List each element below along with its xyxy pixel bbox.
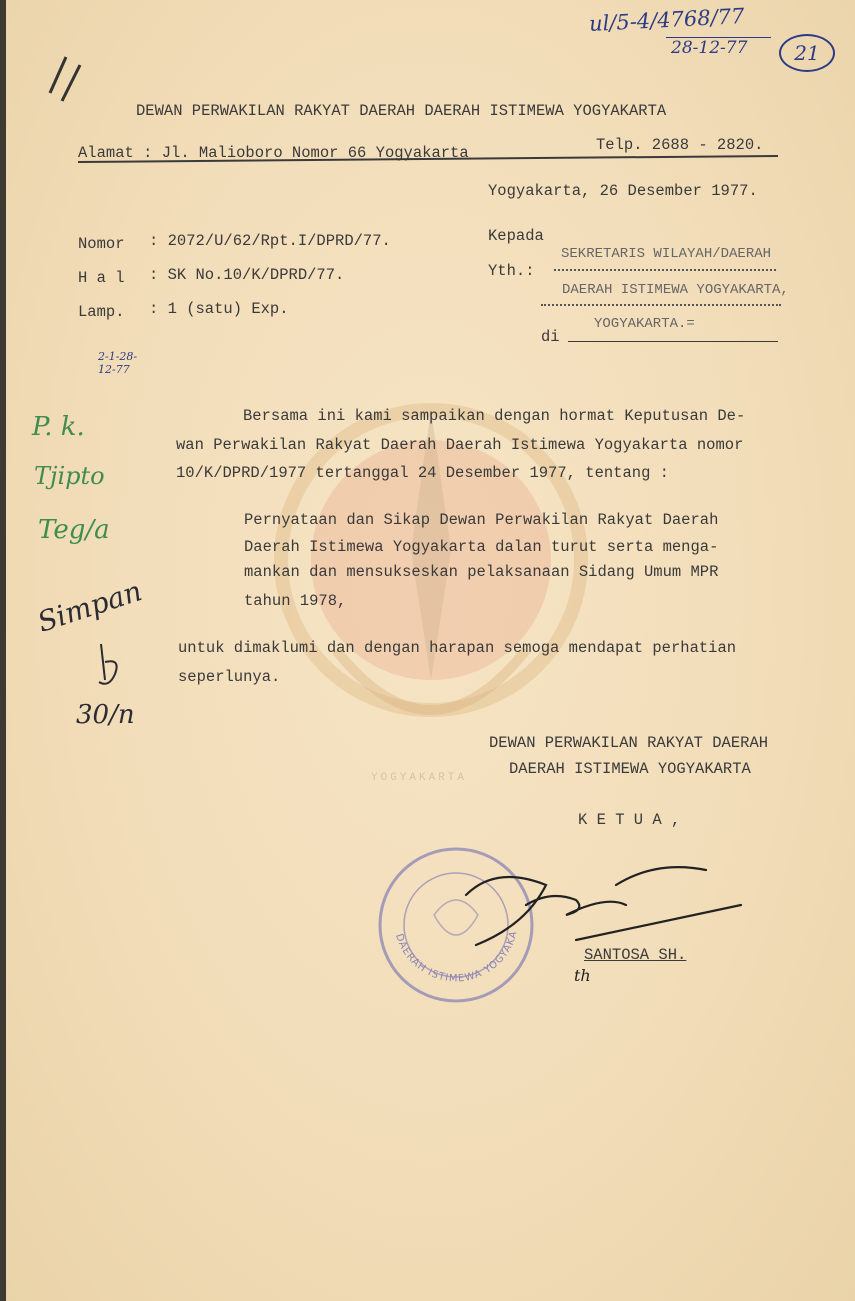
- signature-org-line-2: DAERAH ISTIMEWA YOGYAKARTA: [509, 760, 751, 778]
- body-line-2: wan Perwakilan Rakyat Daerah Daerah Istimewa Yogyakarta nomor: [176, 436, 744, 454]
- handwritten-signature: [456, 855, 766, 955]
- quote-line-1: Pernyataan dan Sikap Dewan Perwakilan Rakyat Daerah: [244, 511, 719, 529]
- signer-name: SANTOSA SH.: [584, 946, 687, 964]
- di-label: di: [541, 328, 560, 346]
- margin-date-note: 2-1-28-12-77: [98, 350, 138, 376]
- handwritten-date: 28-12-77: [671, 38, 748, 58]
- hal-value: : SK No.10/K/DPRD/77.: [149, 266, 345, 284]
- yth-label: Yth.:: [488, 262, 535, 280]
- body-line-1: Bersama ini kami sampaikan dengan hormat Keputusan De-: [243, 407, 746, 425]
- margin-note-simpan: Simpan: [33, 574, 146, 639]
- kepada-label: Kepada: [488, 227, 544, 245]
- margin-note-green-2: Tjipto: [34, 462, 105, 490]
- recipient-line-1: SEKRETARIS WILAYAH/DAERAH: [561, 246, 772, 262]
- quote-line-3: mankan dan mensukseskan pelaksanaan Sidang Umum MPR: [244, 563, 719, 581]
- signature-org-line-1: DEWAN PERWAKILAN RAKYAT DAERAH: [489, 734, 769, 752]
- letterhead-phone: Telp. 2688 - 2820.: [596, 136, 764, 154]
- closing-line-2: seperlunya.: [178, 668, 281, 686]
- page-number-circled: 21: [779, 34, 835, 72]
- margin-note-green-1: P. k.: [32, 412, 85, 442]
- nomor-label: Nomor: [78, 235, 125, 253]
- quote-line-4: tahun 1978,: [244, 592, 347, 610]
- closing-line-1: untuk dimaklumi dan dengan harapan semoga mendapat perhatian: [178, 639, 737, 657]
- margin-note-green-3: Teg/a: [38, 515, 110, 545]
- letter-page: [6, 0, 855, 1301]
- recipient-city-underline: [568, 341, 778, 342]
- place-date: Yogyakarta, 26 Desember 1977.: [488, 182, 758, 200]
- letterhead-address: Alamat : Jl. Malioboro Nomor 66 Yogyakarta: [78, 144, 469, 162]
- nomor-value: : 2072/U/62/Rpt.I/DPRD/77.: [149, 232, 391, 250]
- margin-note-30: 30/n: [76, 700, 135, 730]
- watermark-text: YOGYAKARTA: [371, 772, 468, 784]
- stamp-text: DAERAH ISTIMEWA YOGYAKARTA: [372, 837, 520, 985]
- recipient-dotted-line-2: [541, 304, 781, 306]
- handwritten-reference: ul/5-4/4768/77: [588, 3, 745, 37]
- body-line-3: 10/K/DPRD/1977 tertanggal 24 Desember 1977, tentang :: [176, 464, 669, 482]
- handwritten-underline: [666, 37, 771, 38]
- double-slash-mark: [46, 55, 86, 105]
- lamp-label: Lamp.: [78, 303, 125, 321]
- letterhead-org-name: DEWAN PERWAKILAN RAKYAT DAERAH DAERAH ISTIMEWA YOGYAKARTA: [136, 102, 667, 120]
- recipient-dotted-line-1: [554, 269, 776, 271]
- signature-title: K E T U A ,: [578, 811, 681, 829]
- margin-scribble: [91, 640, 131, 690]
- recipient-line-2: DAERAH ISTIMEWA YOGYAKARTA,: [562, 282, 789, 298]
- hal-label: H a l: [78, 269, 125, 287]
- lamp-value: : 1 (satu) Exp.: [149, 300, 289, 318]
- signer-initials: th: [574, 966, 591, 985]
- quote-line-2: Daerah Istimewa Yogyakarta dalan turut serta menga-: [244, 538, 719, 556]
- recipient-city: YOGYAKARTA.=: [594, 316, 695, 332]
